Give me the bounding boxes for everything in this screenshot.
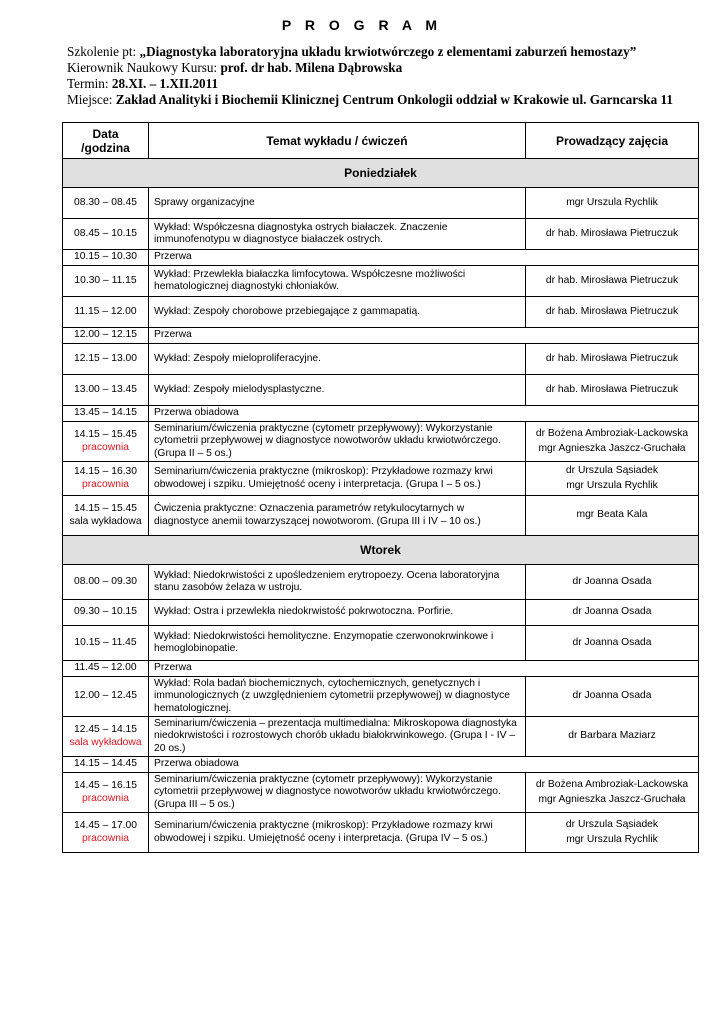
- place-value: Zakład Analityki i Biochemii Klinicznej Centrum Onkologii oddział w Krakowie ul. Garncarska 11: [115, 92, 673, 107]
- topic-cell: Wykład: Niedokrwistości z upośledzeniem erytropoezy. Ocena laboratoryjna stanu zasobów żelaza w ustroju.: [149, 565, 526, 600]
- lecturer-cell: [526, 600, 699, 626]
- term-value: 28.XI. – 1.XII.2011: [111, 76, 219, 91]
- topic-cell: Wykład: Przewlekła białaczka limfocytowa. Współczesne możliwości hematologicznej diagnostyki chłoniaków.: [149, 266, 526, 297]
- time-cell: [63, 773, 149, 813]
- time-cell: [63, 717, 149, 757]
- time-cell: [63, 188, 149, 219]
- place-line: [67, 91, 717, 108]
- table-row: [63, 344, 699, 375]
- time-value: 12.45 – 14.15: [74, 724, 137, 735]
- training-label: Szkolenie pt:: [67, 44, 140, 59]
- table-row: [63, 565, 699, 600]
- lecturer-name: dr hab. Mirosława Pietruczuk: [545, 274, 679, 286]
- time-cell: [63, 626, 149, 661]
- topic-cell: Wykład: Współczesna diagnostyka ostrych białaczek. Znaczenie immunofenotypu w diagnostyce białaczek ostrych.: [149, 219, 526, 250]
- lecturer-cell: [526, 344, 699, 375]
- topic-cell: Seminarium/ćwiczenia praktyczne (cytometr przepływowy): Wykorzystanie cytometrii przepływowej w diagnostyce nowotworów układu krwiotwórczego. (Grupa II – 5 os.): [149, 422, 526, 462]
- time-value: 08.00 – 09.30: [74, 575, 137, 587]
- time-value: 10.30 – 11.15: [74, 274, 137, 286]
- table-row: [63, 188, 699, 219]
- time-cell: [63, 219, 149, 250]
- time-value: 14.15 – 15.45: [74, 503, 137, 514]
- time-value: 09.30 – 10.15: [74, 606, 137, 618]
- lecturer-cell: [526, 462, 699, 496]
- time-value: 12.00 – 12.45: [74, 690, 137, 702]
- time-cell: [63, 565, 149, 600]
- place-label: Miejsce:: [67, 92, 116, 107]
- topic-cell: Wykład: Zespoły mielodysplastyczne.: [149, 375, 526, 406]
- topic-cell: Wykład: Rola badań biochemicznych, cytochemicznych, genetycznych i immunologicznych (z uwzględnieniem cytometrii przepływowej) w diagnostyce hematologicznej.: [149, 677, 526, 717]
- lecturer-name-secondary: mgr Urszula Rychlik: [566, 833, 658, 845]
- day-name: Wtorek: [63, 536, 699, 565]
- topic-cell: Seminarium/ćwiczenia – prezentacja multimedialna: Mikroskopowa diagnostyka niedokrwistości i rozrostowych chorób układu białokrwinkowego. (Grupa I - IV – 20 os.): [149, 717, 526, 757]
- topic-cell: Przerwa: [149, 250, 699, 266]
- table-row: [63, 813, 699, 853]
- lecturer-cell: [526, 266, 699, 297]
- time-cell: [63, 661, 149, 677]
- time-value: 14.45 – 17.00: [74, 820, 137, 831]
- time-cell: [63, 375, 149, 406]
- lecturer-name: mgr Beata Kala: [576, 509, 648, 521]
- lecturer-name-secondary: mgr Agnieszka Jaszcz-Gruchała: [538, 793, 686, 805]
- lecturer-name: dr Urszula Sąsiadek: [565, 819, 659, 830]
- table-row: [63, 773, 699, 813]
- lecturer-name: dr Joanna Osada: [572, 606, 652, 618]
- time-value: 08.45 – 10.15: [74, 227, 137, 239]
- time-cell: [63, 813, 149, 853]
- time-cell: [63, 328, 149, 344]
- place-label: pracownia: [82, 441, 129, 453]
- time-value: 14.45 – 16.15: [74, 780, 137, 791]
- topic-cell: Przerwa: [149, 328, 699, 344]
- time-value: 12.15 – 13.00: [74, 352, 137, 364]
- topic-cell: Przerwa: [149, 661, 699, 677]
- lecturer-name-secondary: mgr Agnieszka Jaszcz-Gruchała: [538, 442, 686, 454]
- time-cell: [63, 757, 149, 773]
- time-value: 13.00 – 13.45: [74, 383, 137, 395]
- table-row: [63, 717, 699, 757]
- topic-cell: Wykład: Zespoły mieloproliferacyjne.: [149, 344, 526, 375]
- director-label: Kierownik Naukowy Kursu:: [67, 60, 221, 75]
- table-row: [63, 406, 699, 422]
- time-value: 11.15 – 12.00: [74, 305, 137, 317]
- col-topic-header: Temat wykładu / ćwiczeń: [149, 123, 526, 159]
- term-line: [67, 75, 717, 92]
- place-label: pracownia: [82, 832, 129, 844]
- lecturer-cell: [526, 773, 699, 813]
- topic-cell: Wykład: Ostra i przewlekła niedokrwistość pokrwotoczna. Porfirie.: [149, 600, 526, 626]
- term-label: Termin:: [67, 76, 112, 91]
- table-row: [63, 297, 699, 328]
- time-cell: [63, 677, 149, 717]
- topic-cell: Wykład: Niedokrwistości hemolityczne. Enzymopatie czerwonokrwinkowe i hemoglobinopatie.: [149, 626, 526, 661]
- time-value: 10.15 – 10.30: [74, 251, 137, 263]
- place-label: pracownia: [82, 478, 129, 490]
- lecturer-cell: [526, 496, 699, 536]
- page-title: P R O G R A M: [281, 17, 443, 33]
- topic-cell: Seminarium/ćwiczenia praktyczne (mikroskop): Przykładowe rozmazy krwi obwodowej i szpiku. Umiejętność oceny i interpretacja. (Grupa IV – 5 os.): [149, 813, 526, 853]
- time-cell: [63, 462, 149, 496]
- lecturer-cell: [526, 219, 699, 250]
- table-row: [63, 757, 699, 773]
- lecturer-name: dr hab. Mirosława Pietruczuk: [545, 383, 679, 395]
- time-value: 11.45 – 12.00: [74, 662, 137, 674]
- topic-cell: Seminarium/ćwiczenia praktyczne (cytometr przepływowy): Wykorzystanie cytometrii przepływowej w diagnostyce nowotworów układu krwiotwórczego. (Grupa III – 5 os.): [149, 773, 526, 813]
- time-value: 08.30 – 08.45: [74, 196, 137, 208]
- time-cell: [63, 266, 149, 297]
- lecturer-cell: [526, 565, 699, 600]
- time-value: 14.15 – 16.30: [74, 466, 137, 477]
- place-label: pracownia: [82, 792, 129, 804]
- lecturer-cell: [526, 188, 699, 219]
- time-cell: [63, 344, 149, 375]
- lecturer-cell: [526, 717, 699, 757]
- table-row: [63, 375, 699, 406]
- table-row: [63, 462, 699, 496]
- time-value: 13.45 – 14.15: [74, 407, 137, 419]
- time-cell: [63, 250, 149, 266]
- topic-cell: Wykład: Zespoły chorobowe przebiegające z gammapatią.: [149, 297, 526, 328]
- lecturer-name: dr Barbara Maziarz: [568, 730, 656, 742]
- col-time-header: Data /godzina: [63, 123, 149, 159]
- table-row: [63, 677, 699, 717]
- topic-cell: Ćwiczenia praktyczne: Oznaczenia parametrów retykulocytarnych w diagnostyce anemii towarzyszącej nowotworom. (Grupa III i IV – 10 os.): [149, 496, 526, 536]
- table-row: [63, 266, 699, 297]
- table-row: [63, 626, 699, 661]
- time-cell: [63, 422, 149, 462]
- table-row: [63, 422, 699, 462]
- time-value: 12.00 – 12.15: [74, 329, 137, 341]
- lecturer-name: dr hab. Mirosława Pietruczuk: [545, 352, 679, 364]
- table-row: [63, 496, 699, 536]
- lecturer-name: dr Joanna Osada: [572, 636, 652, 648]
- topic-cell: Seminarium/ćwiczenia praktyczne (mikroskop): Przykładowe rozmazy krwi obwodowej i szpiku. Umiejętność oceny i interpretacja. (Grupa I – 5 os.): [149, 462, 526, 496]
- table-row: [63, 661, 699, 677]
- lecturer-name: dr Urszula Sąsiadek: [565, 465, 659, 476]
- table-row: [63, 250, 699, 266]
- time-value: 14.15 – 14.45: [74, 758, 137, 770]
- schedule-table: [62, 122, 699, 853]
- topic-cell: Sprawy organizacyjne: [149, 188, 526, 219]
- time-value: 10.15 – 11.45: [74, 636, 137, 648]
- time-cell: [63, 297, 149, 328]
- lecturer-cell: [526, 297, 699, 328]
- lecturer-cell: [526, 422, 699, 462]
- lecturer-cell: [526, 375, 699, 406]
- lecturer-name: dr Bożena Ambroziak-Lackowska: [535, 428, 689, 439]
- lecturer-name: dr Bożena Ambroziak-Lackowska: [535, 779, 689, 790]
- director-name: prof. dr hab. Milena Dąbrowska: [220, 60, 403, 75]
- day-name: Poniedziałek: [63, 159, 699, 188]
- lecturer-name: mgr Urszula Rychlik: [566, 196, 658, 208]
- table-header-row: [63, 123, 699, 159]
- schedule-body: [63, 159, 699, 853]
- topic-cell: Przerwa obiadowa: [149, 406, 699, 422]
- lecturer-name: dr hab. Mirosława Pietruczuk: [545, 227, 679, 239]
- place-label: sala wykładowa: [69, 515, 142, 527]
- training-title: „Diagnostyka laboratoryjna układu krwiotwórczego z elementami zaburzeń hemostazy”: [139, 44, 637, 59]
- lecturer-name: dr hab. Mirosława Pietruczuk: [545, 305, 679, 317]
- place-label: sala wykładowa: [69, 736, 142, 748]
- table-row: [63, 600, 699, 626]
- time-cell: [63, 600, 149, 626]
- lecturer-cell: [526, 677, 699, 717]
- time-cell: [63, 406, 149, 422]
- time-cell: [63, 496, 149, 536]
- table-row: [63, 328, 699, 344]
- lecturer-name: dr Joanna Osada: [572, 575, 652, 587]
- lecturer-name-secondary: mgr Urszula Rychlik: [566, 479, 658, 491]
- table-row: [63, 219, 699, 250]
- day-header-row: [63, 536, 699, 565]
- lecturer-cell: [526, 626, 699, 661]
- topic-cell: Przerwa obiadowa: [149, 757, 699, 773]
- lecturer-name: dr Joanna Osada: [572, 690, 652, 702]
- training-line: [67, 43, 717, 60]
- day-header-row: [63, 159, 699, 188]
- col-lecturer-header: Prowadzący zajęcia: [526, 123, 699, 159]
- lecturer-cell: [526, 813, 699, 853]
- time-value: 14.15 – 15.45: [74, 429, 137, 440]
- director-line: [67, 59, 717, 76]
